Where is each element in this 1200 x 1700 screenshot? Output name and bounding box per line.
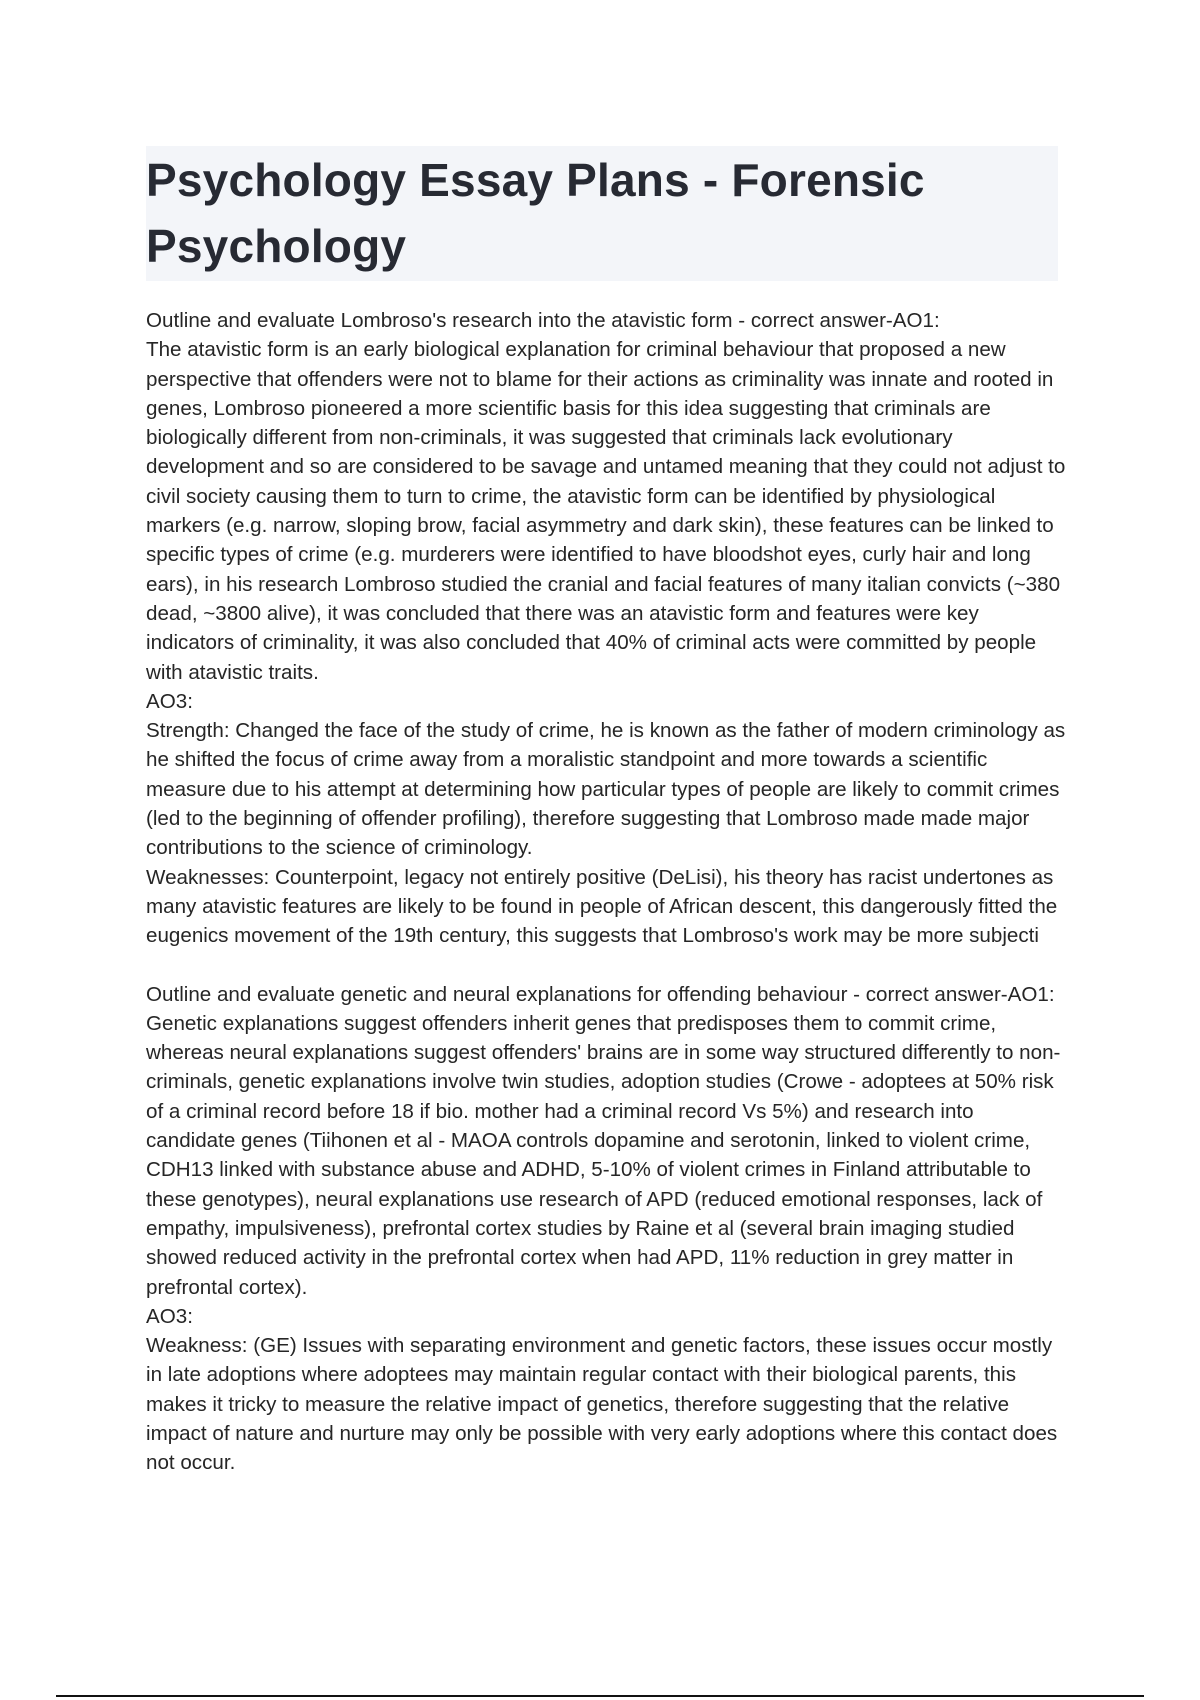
question-text: Outline and evaluate genetic and neural explanations for offending behaviour - correct answer-AO1: — [146, 982, 1055, 1006]
evaluation-point: Weaknesses: Counterpoint, legacy not entirely positive (DeLisi), his theory has racist undertones as many atavistic features are likely to be found in people of African descent, this dangerously fitted the eugenics movement of the 19th century, this suggests that Lombroso's work may be more subjecti — [146, 865, 1058, 948]
ao3-label: AO3: — [146, 689, 193, 713]
document-title: Psychology Essay Plans - Forensic Psychology — [146, 154, 925, 272]
page-bottom-divider — [56, 1695, 1144, 1697]
title-banner — [146, 146, 1058, 281]
question-text: Outline and evaluate Lombroso's research into the atavistic form - correct answer-AO1: — [146, 309, 940, 332]
ao1-answer-text: Genetic explanations suggest offenders inherit genes that predisposes them to commit crime, whereas neural explanations suggest offenders' brains are in some way structured differently to non-criminals, genetic explanations involve twin studies, adoption studies (Crowe - adoptees at 50% risk of a criminal record before 18 if bio. mother had a criminal record Vs 5%) and research into candidate genes (Tiihonen et al - MAOA controls dopamine and serotonin, linked to violent crime, CDH13 linked with substance abuse and ADHD, 5-10% of violent crimes in Finland attributable to these genotypes), neural explanations use research of APD (reduced emotional responses, lack of empathy, impulsiveness), prefrontal cortex studies by Raine et al (several brain imaging studied showed reduced activity in the prefrontal cortex when had APD, 11% reduction in grey matter in prefrontal cortex). — [146, 1011, 1061, 1299]
ao1-answer-text: The atavistic form is an early biological explanation for criminal behaviour that proposed a new perspective that offenders were not to blame for their actions as criminality was innate and rooted in genes, Lombroso pioneered a more scientific basis for this idea suggesting that criminals are biologically different from non-criminals, it was suggested that criminals lack evolutionary development and so are considered to be savage and untamed meaning that they could not adjust to civil society causing them to turn to crime, the atavistic form can be identified by physiological markers (e.g. narrow, sloping brow, facial asymmetry and dark skin), these features can be linked to specific types of crime (e.g. murderers were identified to have bloodshot eyes, curly hair and long ears), in his research Lombroso studied the cranial and facial features of many italian convicts (~380 dead, ~3800 alive), it was concluded that there was an atavistic form and features were key indicators of criminality, it was also concluded that 40% of criminal acts were committed by people with atavistic traits. — [146, 338, 1066, 684]
evaluation-point: Strength: Changed the face of the study of crime, he is known as the father of modern criminology as he shifted the focus of crime away from a moralistic standpoint and more towards a scientific measure due to his attempt at determining how particular types of people are likely to commit crimes (led to the beginning of offender profiling), therefore suggesting that Lombroso made made major contributions to the science of criminology. — [146, 719, 1066, 860]
document-body — [146, 306, 1066, 1478]
ao3-label: AO3: — [146, 1304, 193, 1328]
qa-section-lombroso — [146, 306, 1066, 951]
evaluation-point: Weakness: (GE) Issues with separating environment and genetic factors, these issues occur mostly in late adoptions where adoptees may maintain regular contact with their biological parents, this makes it tricky to measure the relative impact of genetics, therefore suggesting that the relative impact of nature and nurture may only be possible with very early adoptions where this contact does not occur. — [146, 1334, 1058, 1475]
qa-section-genetic-neural — [146, 980, 1066, 1478]
